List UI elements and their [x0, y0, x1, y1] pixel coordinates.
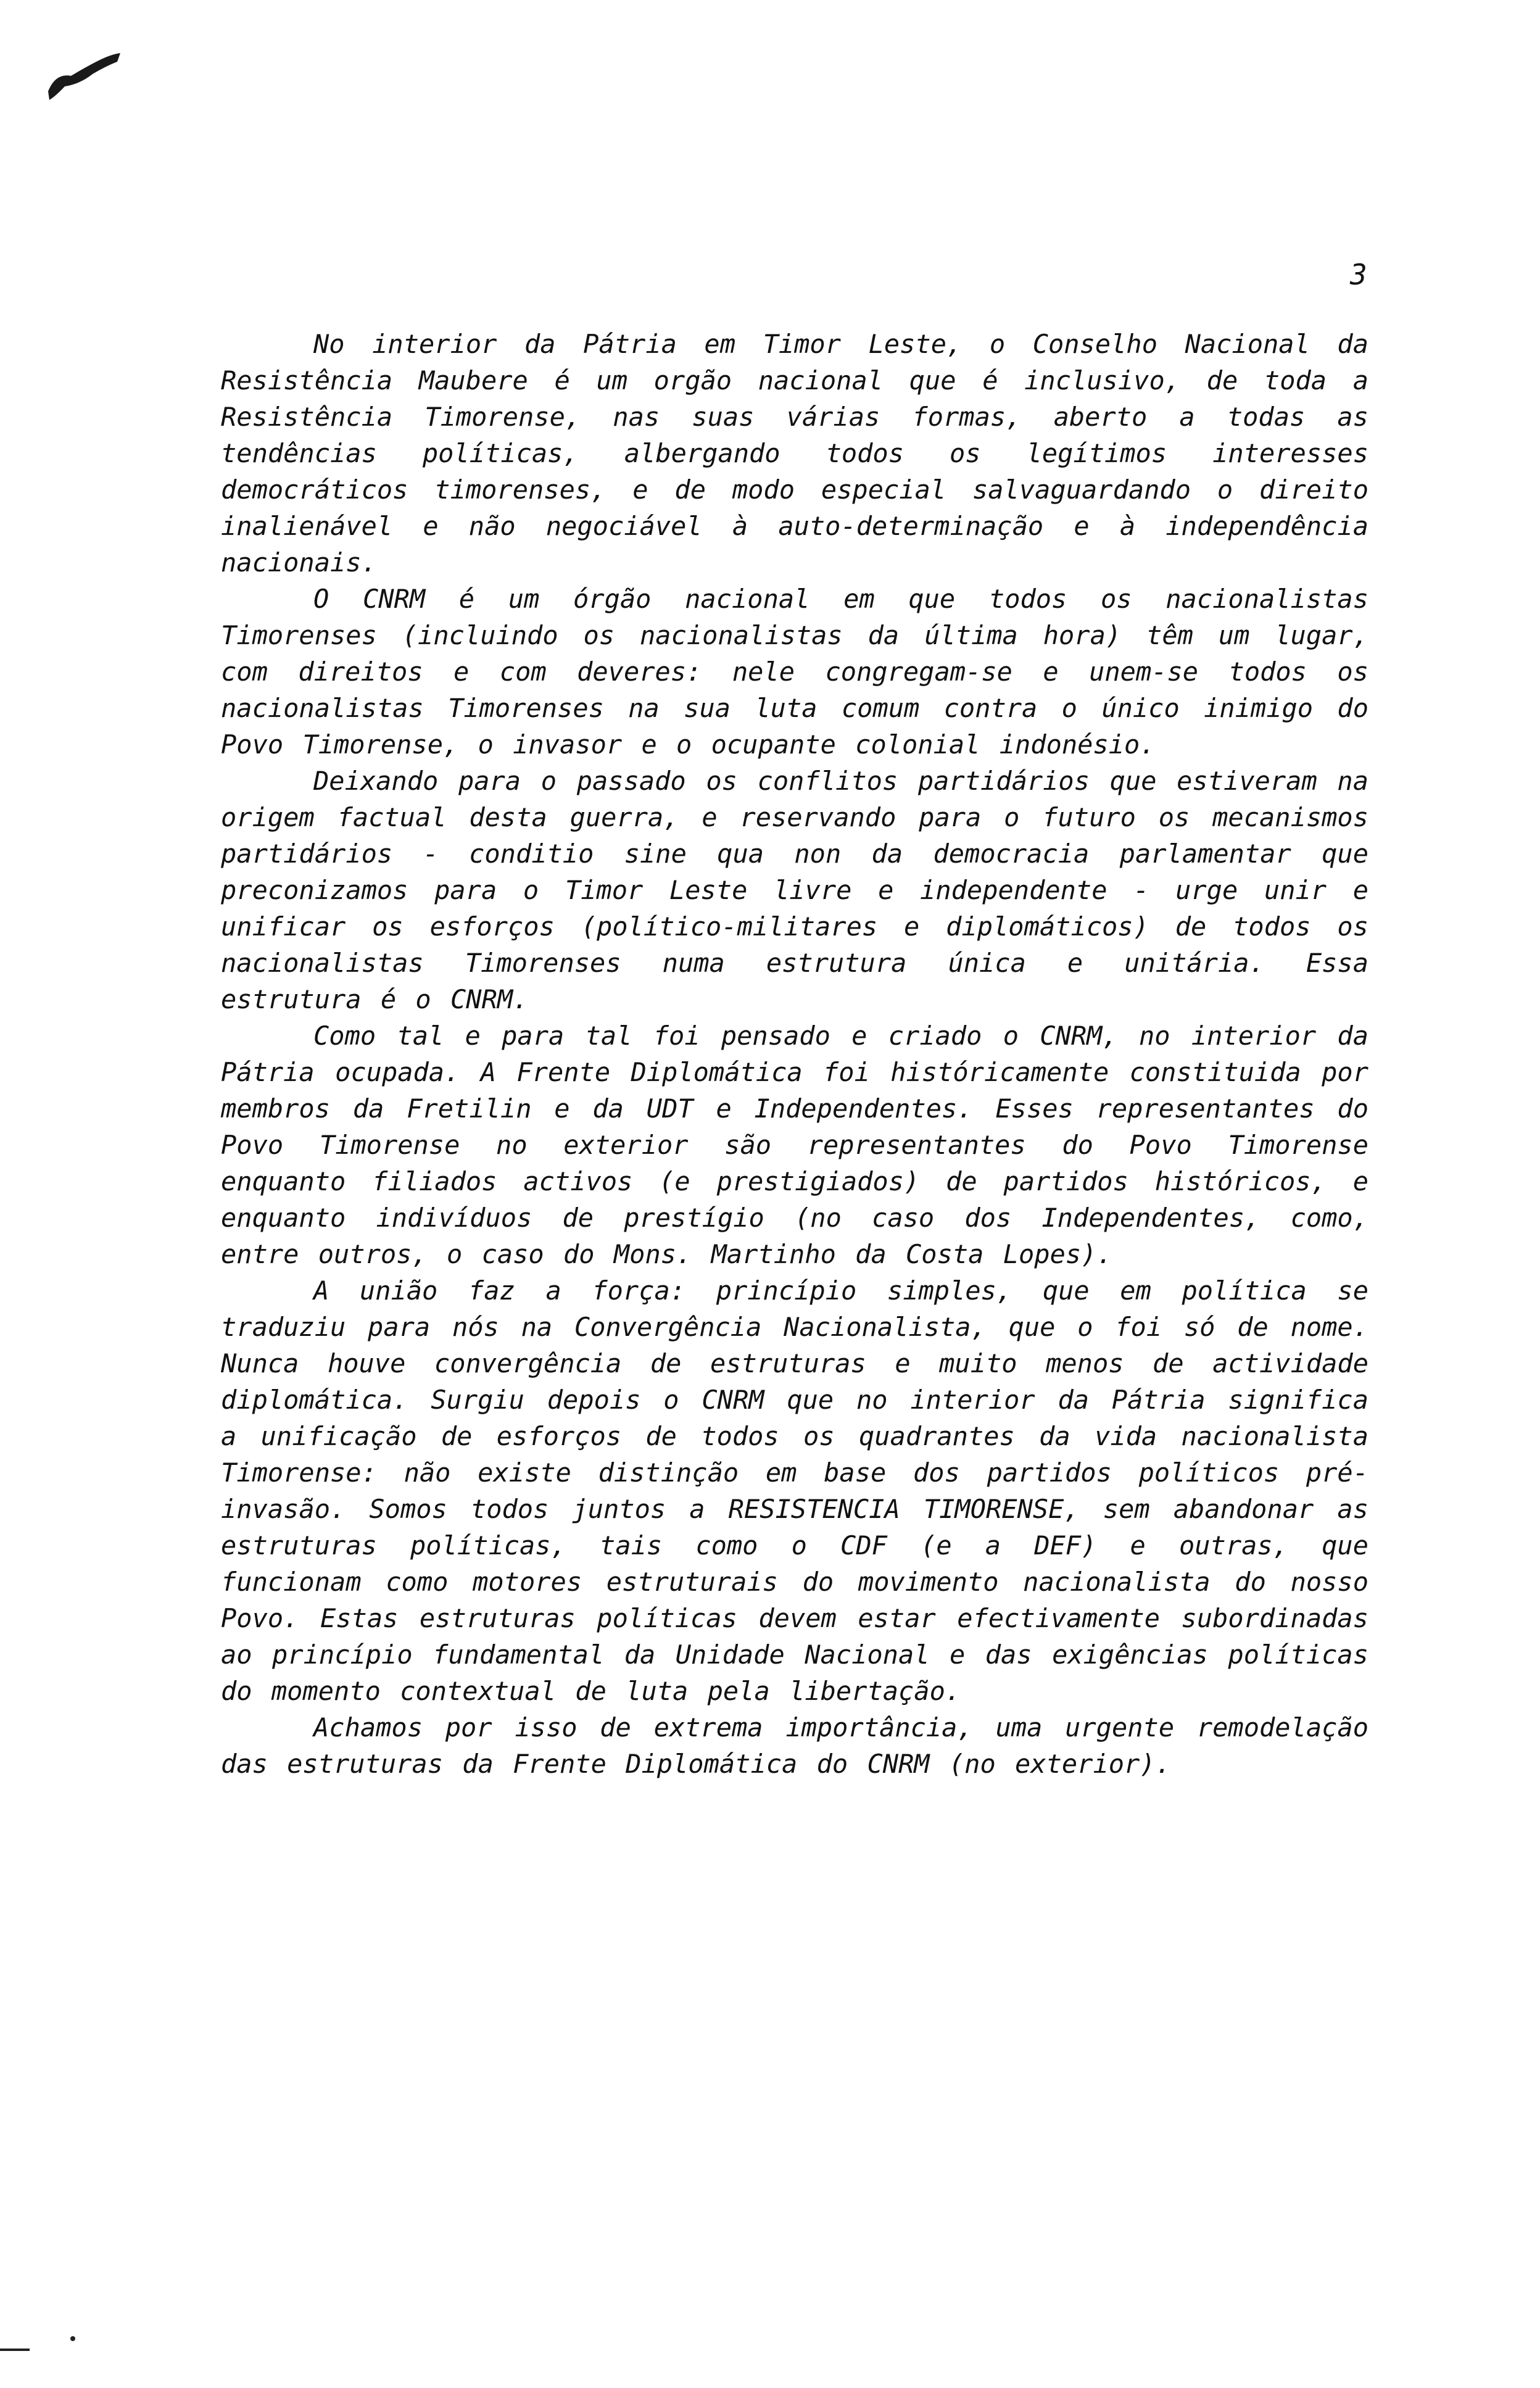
page-number: 3: [1350, 258, 1367, 291]
paragraph: O CNRM é um órgão nacional em que todos os nacionalistas Timorenses (incluindo os nacionalistas da última hora) têm um lugar, com direitos e com deveres: nele congregam-se e unem-se todos os nacionalistas Timorenses na sua luta comum contra o único inimigo do Povo Timorense, o invasor e o ocupante colonial indonésio.: [221, 584, 1368, 760]
paragraph: Achamos por isso de extrema importância, uma urgente remodelação das estruturas da Frente Diplomática do CNRM (no exterior).: [221, 1712, 1368, 1779]
paragraph: Deixando para o passado os conflitos partidários que estiveram na origem factual desta guerra, e reservando para o futuro os mecanismos partidários - conditio sine qua non da democracia parlamentar que preconizamos para o Timor Leste livre e independente - urge unir e unificar os esforços (político-militares e diplomáticos) de todos os nacionalistas Timorenses numa estrutura única e unitária. Essa estrutura é o CNRM.: [221, 766, 1368, 1014]
paragraph: No interior da Pátria em Timor Leste, o Conselho Nacional da Resistência Maubere é um orgão nacional que é inclusivo, de toda a Resistência Timorense, nas suas várias formas, aberto a todas as tendências políticas, albergando todos os legítimos interesses democráticos timorenses, e de modo especial salvaguardando o direito inalienável e não negociável à auto-determinação e à independência nacionais.: [221, 329, 1368, 578]
paragraph: Como tal e para tal foi pensado e criado o CNRM, no interior da Pátria ocupada. A Frente Diplomática foi históricamente constituida por membros da Fretilin e da UDT e Independentes. Esses representantes do Povo Timorense no exterior são representantes do Povo Timorense enquanto filiados activos (e prestigiados) de partidos históricos, e enquanto indivíduos de prestígio (no caso dos Independentes, como, entre outros, o caso do Mons. Martinho da Costa Lopes).: [221, 1021, 1368, 1269]
ink-smudge-icon: [43, 48, 123, 104]
scan-artifact-icon: [0, 2331, 93, 2368]
paragraph: A união faz a força: princípio simples, que em política se traduziu para nós na Convergência Nacionalista, que o foi só de nome. Nunca houve convergência de estruturas e muito menos de actividade diplomática. Surgiu depois o CNRM que no interior da Pátria significa a unificação de esforços de todos os quadrantes da vida nacionalista Timorense: não existe distinção em base dos partidos políticos pré-invasão. Somos todos juntos a RESISTENCIA TIMORENSE, sem abandonar as estruturas políticas, tais como o CDF (e a DEF) e outras, que funcionam como motores estruturais do movimento nacionalista do nosso Povo. Estas estruturas políticas devem estar efectivamente subordinadas ao princípio fundamental da Unidade Nacional e das exigências políticas do momento contextual de luta pela libertação.: [221, 1275, 1368, 1706]
document-body: [221, 326, 1368, 1782]
